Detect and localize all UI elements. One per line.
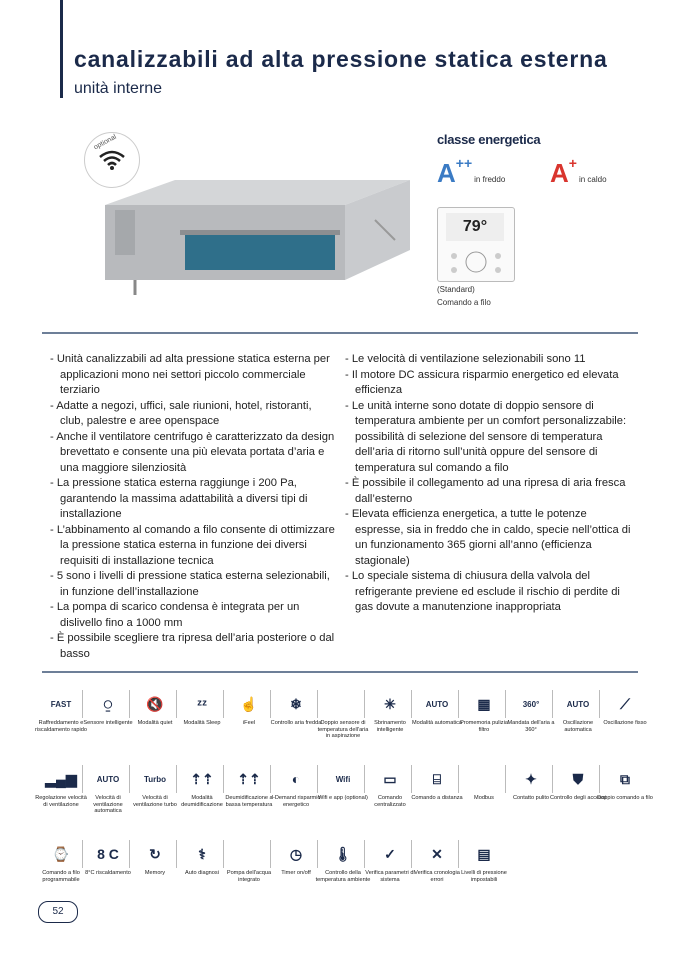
icon-label: Doppio comando a filo <box>597 795 653 801</box>
access-control-icon <box>564 765 592 793</box>
feature-item: - Elevata efficienza energetica, a tutte le potenze espresse, sia in freddo che in caldo, specie nell’ottica di un funzionamento 365 giorni all’anno (efficienza stagionale) <box>345 508 631 567</box>
remote-display: 79° <box>446 213 504 241</box>
feature-icon-tile <box>550 765 606 829</box>
icon-label: Sbrinamento intelligente <box>374 720 406 733</box>
feature-item: - La pompa di scarico condensa è integrata per un dislivello fino a 1000 mm <box>50 601 300 629</box>
idemand-icon <box>282 765 310 793</box>
icon-separator <box>599 690 600 718</box>
feature-item: - Le velocità di ventilazione selezionabili sono 11 <box>345 353 586 365</box>
icon-label: Modalità deumidificazione <box>181 795 223 808</box>
feature-item: - Le unità interne sono dotate di doppio sensore di temperatura ambiente per un comfort personalizzabile: possibilità di selezione del sensore di temperatura dell’aria di ritorno sull’unità oppure del sensore di temperatura sul comando a filo <box>345 399 627 474</box>
remote-buttons <box>448 248 504 276</box>
icon-separator <box>223 840 224 868</box>
heating-grade-text: in caldo <box>578 175 607 184</box>
icon-label: Auto diagnosi <box>185 870 219 876</box>
memory-icon <box>141 840 169 868</box>
auto-icon <box>423 690 451 718</box>
feature-icon-tile <box>600 690 650 754</box>
icon-label: Controllo aria fredda <box>270 720 322 726</box>
icon-glyph: FAST <box>50 699 72 709</box>
clean-contact-icon <box>517 765 545 793</box>
energy-class <box>437 132 540 147</box>
modbus-icon <box>470 765 498 793</box>
icon-label: Controllo della temperatura ambiente <box>315 870 371 883</box>
feature-icon-tile <box>177 765 227 829</box>
feature-item: - Anche il ventilatore centrifugo è caratterizzato da design brevettato e consente una più elevata portata d’aria e una maggiore silenziosità <box>50 430 335 474</box>
heating-grade-plus: + <box>568 155 577 172</box>
icon-label: Velocità di ventilazione turbo <box>133 795 177 808</box>
icon-label: Velocità di ventilazione automatica <box>93 795 123 814</box>
icon-label: Verifica parametri di sistema <box>365 870 415 883</box>
feature-icon-tile <box>224 765 274 829</box>
feature-icon-tile <box>506 690 556 754</box>
icon-glyph: ☝ <box>240 695 258 712</box>
cooling-grade-text: in freddo <box>474 175 506 184</box>
feature-icon-tile <box>412 765 462 829</box>
icon-separator <box>411 765 412 793</box>
feature-icon-tile <box>597 765 653 829</box>
icon-glyph: AUTO <box>96 774 120 784</box>
feature-icon-tile <box>36 765 86 829</box>
programmable-remote-icon <box>47 840 75 868</box>
feature-item: - Lo speciale sistema di chiusura della valvola del refrigerante previene ed esclude il rischio di perdite di gas dovute a manutenzione inappropriata <box>345 570 620 613</box>
icon-separator <box>552 765 553 793</box>
icon-separator <box>82 765 83 793</box>
icon-glyph: ⇡⇡ <box>190 770 214 787</box>
feature-item: - 5 sono i livelli di pressione statica esterna selezionabili, in funzione dell’installazione <box>50 570 330 598</box>
icon-label: Modbus <box>474 795 494 801</box>
feature-icon-tile <box>412 840 462 904</box>
feature-icon-tile <box>318 765 368 829</box>
icon-label: Modalità automatica <box>411 720 463 726</box>
icon-glyph: ✕ <box>431 845 443 862</box>
icon-glyph: ↻ <box>149 845 161 862</box>
icon-glyph: ⧉ <box>620 770 630 787</box>
icon-separator <box>223 690 224 718</box>
icon-separator <box>364 765 365 793</box>
air-360-icon <box>517 690 545 718</box>
feature-icon-tile <box>365 690 415 754</box>
fast-icon <box>47 690 75 718</box>
icon-separator <box>129 690 130 718</box>
central-control-icon <box>376 765 404 793</box>
icon-separator <box>317 765 318 793</box>
icon-label: Pompa dell'acqua integrato <box>226 870 272 883</box>
icon-glyph: ⌸ <box>432 770 442 787</box>
heating-grade <box>550 155 607 189</box>
feature-icon-tile <box>36 690 86 754</box>
fan-speed-icon <box>47 765 75 793</box>
icon-separator <box>458 840 459 868</box>
icon-label: Promemoria pulizia filtro <box>460 720 508 733</box>
icon-separator <box>176 840 177 868</box>
icon-label: Comando a distanza <box>411 795 463 801</box>
features-right-list <box>345 352 637 616</box>
icon-separator <box>82 840 83 868</box>
feature-icon-tile <box>365 840 415 904</box>
icon-glyph: ⇡⇡ <box>237 770 261 787</box>
header-accent-bar <box>60 0 63 98</box>
icon-label: Modalità Sleep <box>183 720 221 726</box>
icon-glyph: ᶻᶻ <box>196 696 208 712</box>
feature-icon-tile <box>459 765 509 829</box>
icon-separator <box>411 840 412 868</box>
ifeel-icon <box>235 690 263 718</box>
feature-icon-tile <box>271 690 321 754</box>
feature-item: - La pressione statica esterna raggiunge i 200 Pa, garantendo la massima adattabilità a diversi tipi di installazione <box>50 477 308 520</box>
feature-icon-tile <box>224 690 274 754</box>
icon-label: Sensore intelligente <box>83 720 133 726</box>
defrost-icon <box>376 690 404 718</box>
icon-separator <box>270 765 271 793</box>
feature-icon-tile <box>130 690 180 754</box>
feature-icon-tile <box>224 840 274 904</box>
icon-glyph: ▭ <box>383 770 397 787</box>
heating-8c-icon <box>94 840 122 868</box>
remote-caption-standard: (Standard) <box>437 285 475 294</box>
icon-glyph: Turbo <box>143 774 167 784</box>
icon-label: Comando a filo programmabile <box>42 870 80 883</box>
remote-caption-name: Comando a filo <box>437 298 491 307</box>
icon-separator <box>364 690 365 718</box>
feature-icon-tile <box>315 840 371 904</box>
icon-glyph: AUTO <box>566 699 590 709</box>
wifi-feature-icon <box>329 765 357 793</box>
icon-label: Raffreddamento e riscaldamento rapido <box>35 720 87 733</box>
feature-icon-tile <box>459 690 509 754</box>
icon-label: Oscillazione fisso <box>603 720 647 726</box>
icon-glyph: ⍜ <box>103 695 113 712</box>
feature-icon-tile <box>412 690 462 754</box>
auto-swing-icon <box>564 690 592 718</box>
icon-glyph: 🔇 <box>146 695 164 712</box>
wired-remote-image <box>437 207 515 282</box>
icon-separator <box>176 690 177 718</box>
icon-label: Memory <box>144 870 166 876</box>
sleep-icon <box>188 690 216 718</box>
icon-label: Modalità quiet <box>137 720 173 726</box>
icon-separator <box>364 840 365 868</box>
icon-separator <box>505 690 506 718</box>
icon-label: Controllo degli accessi <box>550 795 606 801</box>
optional-label: optional <box>92 133 118 152</box>
feature-icon-tile <box>83 840 133 904</box>
low-temp-dehumidify-icon <box>235 765 263 793</box>
icon-label: Comando centralizzato <box>374 795 406 808</box>
feature-item: - Adatte a negozi, uffici, sale riunioni, hotel, ristoranti, club, palestre e aree openspace <box>50 399 312 427</box>
icon-glyph: ⚕ <box>198 845 206 862</box>
icon-separator <box>270 840 271 868</box>
auto-fan-icon <box>94 765 122 793</box>
icon-label: Deumidificazione a bassa temperatura <box>225 795 273 808</box>
icon-glyph: ▤ <box>477 845 491 862</box>
heating-grade-letter: A <box>550 158 569 188</box>
icon-glyph: ▂▄▆ <box>45 770 77 787</box>
pressure-level-icon <box>470 840 498 868</box>
icon-separator <box>317 840 318 868</box>
dehumidify-icon <box>188 765 216 793</box>
icon-glyph: ⛊ <box>572 770 584 787</box>
cold-air-icon <box>282 690 310 718</box>
icon-separator <box>458 690 459 718</box>
icon-glyph: ◐ <box>291 771 301 787</box>
smart-sensor-icon <box>94 690 122 718</box>
icon-label: Mandata dell'aria a 360° <box>507 720 555 733</box>
icon-separator <box>552 690 553 718</box>
error-check-icon <box>423 840 451 868</box>
icon-separator <box>82 690 83 718</box>
icon-glyph: Wifi <box>335 774 351 784</box>
icon-label: Doppio sensore di temperatura dell'aria in aspirazione <box>317 720 369 739</box>
filter-reminder-icon <box>470 690 498 718</box>
ducted-unit-image <box>95 160 415 300</box>
double-sensor-icon <box>329 690 357 718</box>
cooling-grade-letter: A <box>437 158 456 188</box>
icon-label: Regolazione velocità di ventilazione <box>35 795 87 808</box>
icon-separator <box>176 765 177 793</box>
icon-glyph: 360° <box>522 699 540 709</box>
icon-label: Contatto pulito <box>512 795 550 801</box>
quiet-icon <box>141 690 169 718</box>
icon-separator <box>223 765 224 793</box>
feature-icon-tile <box>130 765 180 829</box>
divider-bottom <box>42 671 638 673</box>
icon-glyph: ✓ <box>384 845 396 862</box>
feature-icon-tile <box>506 765 556 829</box>
icon-separator <box>129 840 130 868</box>
auto-diagnosis-icon <box>188 840 216 868</box>
page-title: canalizzabili ad alta pressione statica esterna <box>74 46 608 72</box>
icon-label: Verifica cronologia errori <box>414 870 460 883</box>
turbo-icon <box>141 765 169 793</box>
check-params-icon <box>376 840 404 868</box>
icon-label: Wifi e app (optional) <box>318 795 368 801</box>
icon-glyph: AUTO <box>425 699 449 709</box>
feature-icon-tile <box>130 840 180 904</box>
icon-label: iFeel <box>242 720 256 726</box>
remote-control-icon <box>423 765 451 793</box>
icon-glyph: ▦ <box>477 695 491 712</box>
icon-separator <box>458 765 459 793</box>
feature-item: - Il motore DC assicura risparmio energetico ed elevata efficienza <box>345 368 619 396</box>
features-left-list <box>50 352 338 662</box>
icon-glyph: ✳ <box>384 695 396 712</box>
timer-icon <box>282 840 310 868</box>
feature-icon-tile <box>271 840 321 904</box>
icon-label: I-Demand risparmio energetico <box>271 795 321 808</box>
divider-top <box>42 332 638 334</box>
icon-separator <box>270 690 271 718</box>
icon-label: Timer on/off <box>281 870 311 876</box>
feature-item: - È possibile scegliere tra ripresa dell’aria posteriore o dal basso <box>50 632 335 660</box>
icon-glyph: 🌡 <box>334 845 352 862</box>
icon-glyph: ✦ <box>525 770 537 787</box>
icon-label: 8°C riscaldamento <box>85 870 131 876</box>
icon-glyph: 8 C <box>97 846 119 862</box>
icon-separator <box>317 690 318 718</box>
icon-separator <box>599 765 600 793</box>
icon-glyph: ◷ <box>289 845 303 862</box>
icon-separator <box>505 765 506 793</box>
ambient-temp-icon <box>329 840 357 868</box>
icon-label: Livelli di pressione impostabili <box>461 870 507 883</box>
double-remote-icon <box>611 765 639 793</box>
feature-icon-tile <box>459 840 509 904</box>
feature-item: - È possibile il collegamento ad una ripresa di aria fresca dall’esterno <box>345 477 626 505</box>
cooling-grade-plus: ++ <box>455 155 473 172</box>
icon-separator <box>411 690 412 718</box>
feature-icon-tile <box>271 765 321 829</box>
icon-glyph: ❄ <box>290 695 302 712</box>
feature-icon-tile <box>553 690 603 754</box>
feature-icon-tile <box>365 765 415 829</box>
feature-icon-tile <box>36 840 86 904</box>
feature-icon-tile <box>177 690 227 754</box>
energy-class-label: classe energetica <box>437 132 541 147</box>
page-number: 52 <box>38 901 78 923</box>
icon-glyph: ⌚ <box>52 845 70 862</box>
feature-item: - L’abbinamento al comando a filo consente di ottimizzare la pressione statica esterna in funzione dei diversi requisiti di installazione tecnica <box>50 523 335 567</box>
feature-icon-tile <box>177 840 227 904</box>
icon-label: Oscillazione automatica <box>562 720 594 733</box>
page-subtitle: unità interne <box>74 80 163 97</box>
feature-icon-tile <box>318 690 368 754</box>
feature-icon-tile <box>83 765 133 829</box>
feature-icon-tile <box>83 690 133 754</box>
cooling-grade <box>437 155 506 189</box>
fixed-swing-icon <box>611 690 639 718</box>
pump-icon <box>235 840 263 868</box>
icon-glyph: ⟋ <box>620 695 630 712</box>
feature-item: - Unità canalizzabili ad alta pressione statica esterna per applicazioni mono nei settori piccolo commerciale terziario <box>50 353 330 396</box>
icon-separator <box>129 765 130 793</box>
